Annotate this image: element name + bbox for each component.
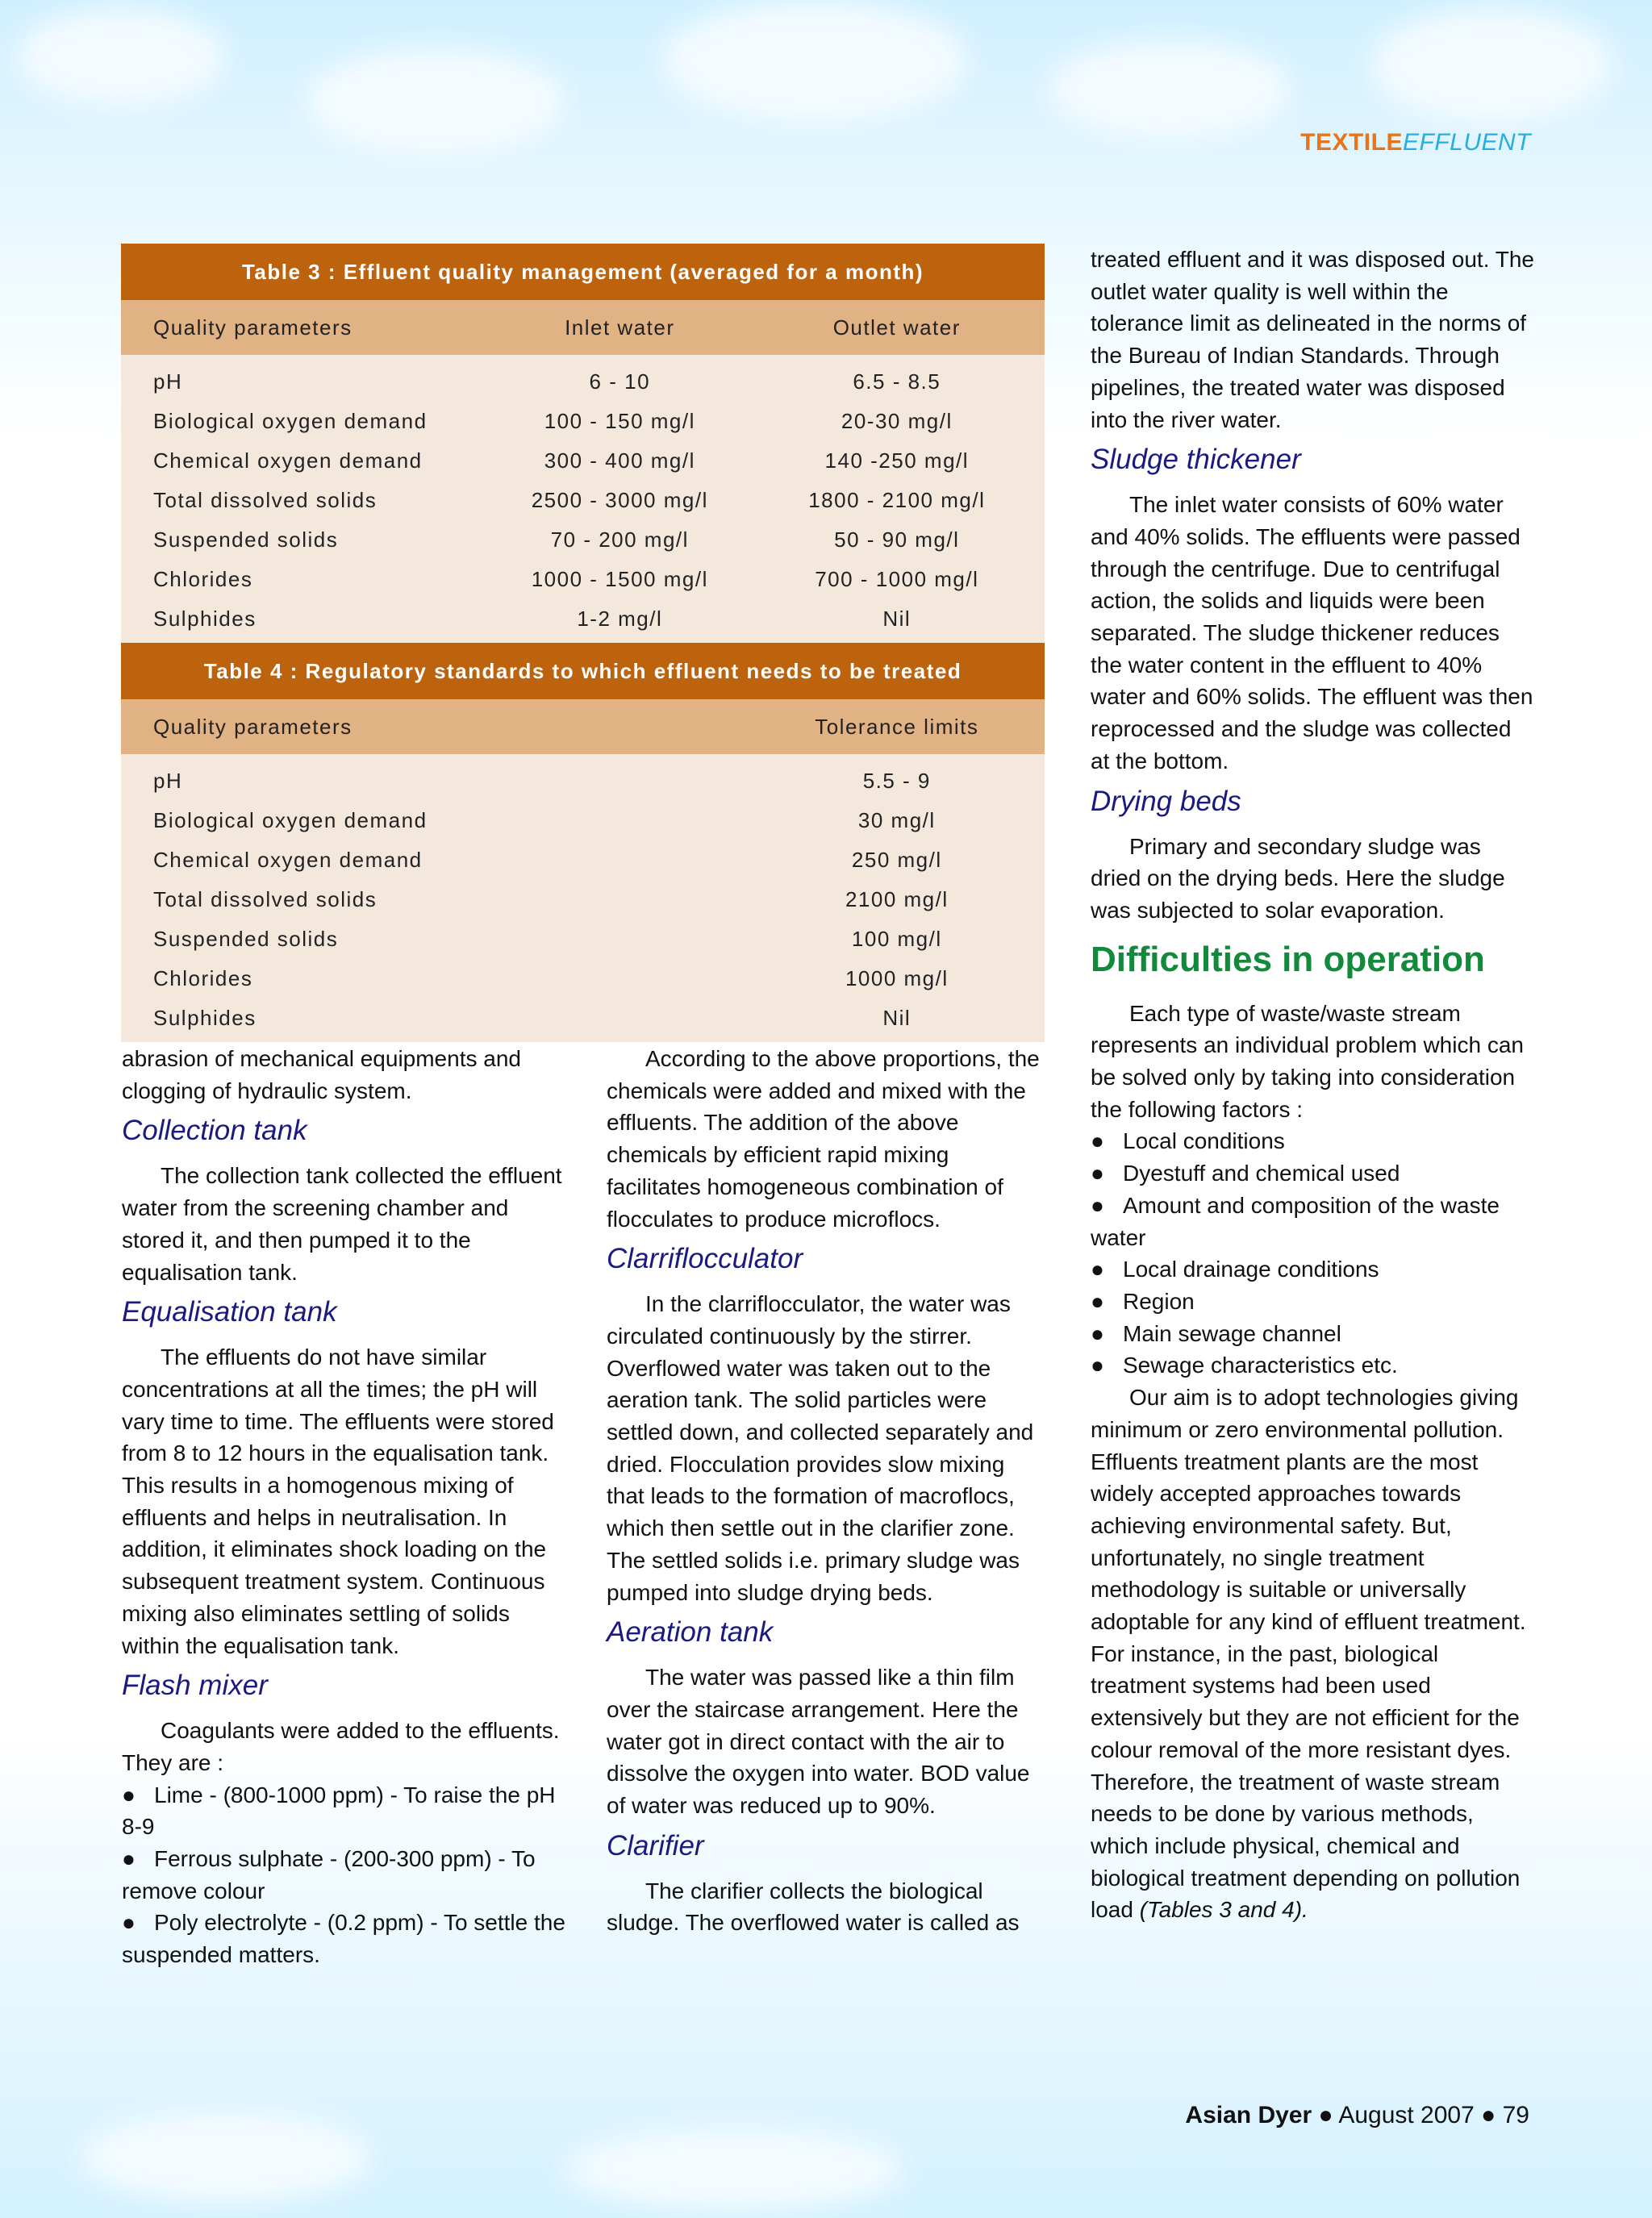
section-tag-textile: TEXTILE: [1300, 129, 1403, 156]
table-header-cell: Tolerance limits: [749, 699, 1045, 754]
table-cell: 2500 - 3000 mg/l: [490, 481, 749, 520]
table-cell: Chlorides: [121, 560, 490, 599]
table-cell: Chemical oxygen demand: [121, 441, 490, 481]
table-cell: Biological oxygen demand: [121, 801, 749, 840]
cloud-decoration: [1371, 8, 1613, 121]
table-header-cell: Quality parameters: [121, 300, 490, 355]
table-cell: Biological oxygen demand: [121, 402, 490, 441]
table-3: [121, 244, 1045, 643]
list-item: ● Ferrous sulphate - (200-300 ppm) - To remove colour: [122, 1843, 569, 1907]
table-cell: 6 - 10: [490, 355, 749, 402]
table-cell: 30 mg/l: [749, 801, 1045, 840]
table-cell: Chemical oxygen demand: [121, 840, 749, 880]
bullet-icon: ●: [1091, 1161, 1104, 1186]
table-cell: 140 -250 mg/l: [749, 441, 1045, 481]
section-tag: [1300, 129, 1531, 156]
table-cell: 100 mg/l: [749, 919, 1045, 959]
table-cell: 100 - 150 mg/l: [490, 402, 749, 441]
table-row: [121, 754, 1045, 801]
paragraph: According to the above proportions, the chemicals were added and mixed with the effluents. The addition of the above chemicals by efficient rapid mixing facilitates homogeneous combination of flocculates to produce microflocs.: [607, 1046, 1040, 1232]
table-row: [121, 919, 1045, 959]
paragraph: The water was passed like a thin film over the staircase arrangement. Here the water got in direct contact with the air to dissolve the oxygen into water. BOD value of water was reduced up to 90%.: [607, 1665, 1030, 1819]
list-item: ● Dyestuff and chemical used: [1091, 1157, 1536, 1190]
table-cell: 5.5 - 9: [749, 754, 1045, 801]
bullet-icon: ●: [1091, 1128, 1104, 1154]
list-item: ● Local conditions: [1091, 1125, 1536, 1157]
bullet-icon: ●: [1091, 1320, 1104, 1346]
column-2: [607, 1043, 1046, 1939]
paragraph: In the clarriflocculator, the water was circulated continuously by the stirrer. Overflowed water was taken out to the aeration tank. The solid particles were settled down, and collected separately and dried. Flocculation provides slow mixing that leads to the formation of macroflocs, which then settle out in the clarifier zone. The settled solids i.e. primary sludge was pumped into sludge drying beds.: [607, 1291, 1034, 1605]
bullet-icon: ●: [1091, 1192, 1104, 1218]
heading-sludge-thickener: Sludge thickener: [1091, 444, 1301, 476]
table-row: [121, 441, 1045, 481]
section-tag-effluent: EFFLUENT: [1402, 129, 1531, 156]
table-reference: (Tables 3 and 4).: [1139, 1897, 1308, 1923]
bullet-icon: ●: [122, 1846, 136, 1872]
table-row: [121, 481, 1045, 520]
table-cell: 2100 mg/l: [749, 880, 1045, 919]
table-row: [121, 520, 1045, 560]
paragraph: Our aim is to adopt technologies giving minimum or zero environmental pollution. Effluents treatment plants are the most widely accepted approaches towards achieving environmental safety. But, unfortunately, no single treatment methodology is suitable or universally adoptable for any kind of effluent treatment. For instance, in the past, biological treatment systems had been used extensively but they are not efficient for the colour removal of the more resistant dyes. Therefore, the treatment of waste stream needs to be done by various methods, which include physical, chemical and biological treatment depending on pollution load (Tables 3 and 4).: [1091, 1385, 1526, 1923]
cloud-decoration: [307, 48, 565, 153]
table-cell: pH: [121, 754, 749, 801]
table-cell: 50 - 90 mg/l: [749, 520, 1045, 560]
table-cell: 70 - 200 mg/l: [490, 520, 749, 560]
table-cell: Sulphides: [121, 599, 490, 643]
list-item: ● Main sewage channel: [1091, 1318, 1536, 1350]
table-row: [121, 880, 1045, 919]
page-number: 79: [1502, 2102, 1529, 2128]
table-row: [121, 840, 1045, 880]
table-cell: Nil: [749, 599, 1045, 643]
table-header-cell: Outlet water: [749, 300, 1045, 355]
bullet-icon: ●: [1091, 1257, 1104, 1282]
heading-flash-mixer: Flash mixer: [122, 1670, 268, 1702]
paragraph: treated effluent and it was disposed out. The outlet water quality is well within the tolerance limit as delineated in the norms of the Bureau of Indian Standards. Through pipelines, the treated water was disposed into the river water.: [1091, 247, 1535, 432]
table-cell: 1000 mg/l: [749, 959, 1045, 999]
list-item: ● Poly electrolyte - (0.2 ppm) - To settle the suspended matters.: [122, 1907, 569, 1970]
paragraph: Each type of waste/waste stream represents an individual problem which can be solved only by taking into consideration the following factors :: [1091, 1000, 1524, 1122]
table-row: [121, 560, 1045, 599]
separator-dot: ●: [1318, 2102, 1333, 2128]
table-cell: Nil: [749, 999, 1045, 1042]
table-row: [121, 402, 1045, 441]
table-4-title: Table 4 : Regulatory standards to which effluent needs to be treated: [121, 643, 1045, 699]
paragraph: The inlet water consists of 60% water and 40% solids. The effluents were passed through the centrifuge. Due to centrifugal action, the solids and liquids were been separated. The sludge thickener reduces the water content in the effluent to 40% water and 60% solids. The effluent was then reprocessed and the sludge was collected at the bottom.: [1091, 492, 1533, 773]
paragraph: abrasion of mechanical equipments and clogging of hydraulic system.: [122, 1046, 521, 1103]
heading-clarifier: Clarifier: [607, 1829, 704, 1862]
paragraph: Coagulants were added to the effluents. They are :: [122, 1718, 560, 1775]
bullet-icon: ●: [122, 1910, 136, 1936]
cloud-decoration: [565, 2129, 903, 2210]
table-4: [121, 643, 1045, 1042]
heading-drying-beds: Drying beds: [1091, 785, 1241, 817]
table-row: [121, 801, 1045, 840]
table-cell: 700 - 1000 mg/l: [749, 560, 1045, 599]
table-cell: 300 - 400 mg/l: [490, 441, 749, 481]
table-cell: Sulphides: [121, 999, 749, 1042]
cloud-decoration: [16, 8, 226, 105]
separator-dot: ●: [1481, 2102, 1496, 2128]
column-3: [1091, 244, 1536, 1926]
heading-collection-tank: Collection tank: [122, 1115, 307, 1147]
table-cell: pH: [121, 355, 490, 402]
table-cell: Chlorides: [121, 959, 749, 999]
list-item: ● Region: [1091, 1286, 1536, 1318]
list-item: ● Lime - (800-1000 ppm) - To raise the pH 8-9: [122, 1779, 569, 1843]
table-cell: 1800 - 2100 mg/l: [749, 481, 1045, 520]
column-1: [122, 1043, 569, 1971]
table-cell: 20-30 mg/l: [749, 402, 1045, 441]
table-cell: Total dissolved solids: [121, 880, 749, 919]
bullet-icon: ●: [122, 1782, 136, 1807]
list-item: ● Sewage characteristics etc.: [1091, 1349, 1536, 1382]
issue-date: August 2007: [1338, 2102, 1475, 2128]
paragraph: Primary and secondary sludge was dried on the drying beds. Here the sludge was subjected to solar evaporation.: [1091, 833, 1505, 923]
paragraph: The collection tank collected the effluent water from the screening chamber and stored it, and then pumped it to the equalisation tank.: [122, 1163, 562, 1285]
table-row: [121, 599, 1045, 643]
table-row: [121, 999, 1045, 1042]
heading-clarriflocculator: Clarriflocculator: [607, 1243, 803, 1275]
cloud-decoration: [1049, 40, 1291, 137]
table-3-title: Table 3 : Effluent quality management (averaged for a month): [121, 244, 1045, 300]
list-item: ● Local drainage conditions: [1091, 1253, 1536, 1286]
heading-difficulties: Difficulties in operation: [1091, 939, 1485, 979]
cloud-decoration: [81, 2113, 371, 2202]
paragraph: The clarifier collects the biological sludge. The overflowed water is called as: [607, 1878, 1020, 1936]
paragraph: The effluents do not have similar concentrations at all the times; the pH will vary time to time. The effluents were stored from 8 to 12 hours in the equalisation tank. This results in a homogenous mixing of effluents and helps in neutralisation. In addition, it eliminates shock loading on the subsequent treatment system. Continuous mixing also eliminates settling of solids within the equalisation tank.: [122, 1345, 554, 1658]
table-cell: 6.5 - 8.5: [749, 355, 1045, 402]
bullet-icon: ●: [1091, 1288, 1104, 1314]
page-footer: [1185, 2102, 1529, 2129]
table-row: [121, 959, 1045, 999]
table-cell: Suspended solids: [121, 919, 749, 959]
bullet-icon: ●: [1091, 1353, 1104, 1378]
list-item: ● Amount and composition of the waste water: [1091, 1190, 1536, 1253]
tables-block: [121, 244, 1045, 1042]
table-header-cell: Inlet water: [490, 300, 749, 355]
table-row: [121, 355, 1045, 402]
table-cell: Suspended solids: [121, 520, 490, 560]
heading-aeration-tank: Aeration tank: [607, 1616, 774, 1649]
cloud-decoration: [661, 0, 968, 121]
table-cell: Total dissolved solids: [121, 481, 490, 520]
heading-equalisation-tank: Equalisation tank: [122, 1296, 337, 1328]
table-cell: 1-2 mg/l: [490, 599, 749, 643]
table-cell: 250 mg/l: [749, 840, 1045, 880]
magazine-name: Asian Dyer: [1185, 2102, 1312, 2128]
table-cell: 1000 - 1500 mg/l: [490, 560, 749, 599]
table-header-cell: Quality parameters: [121, 699, 749, 754]
